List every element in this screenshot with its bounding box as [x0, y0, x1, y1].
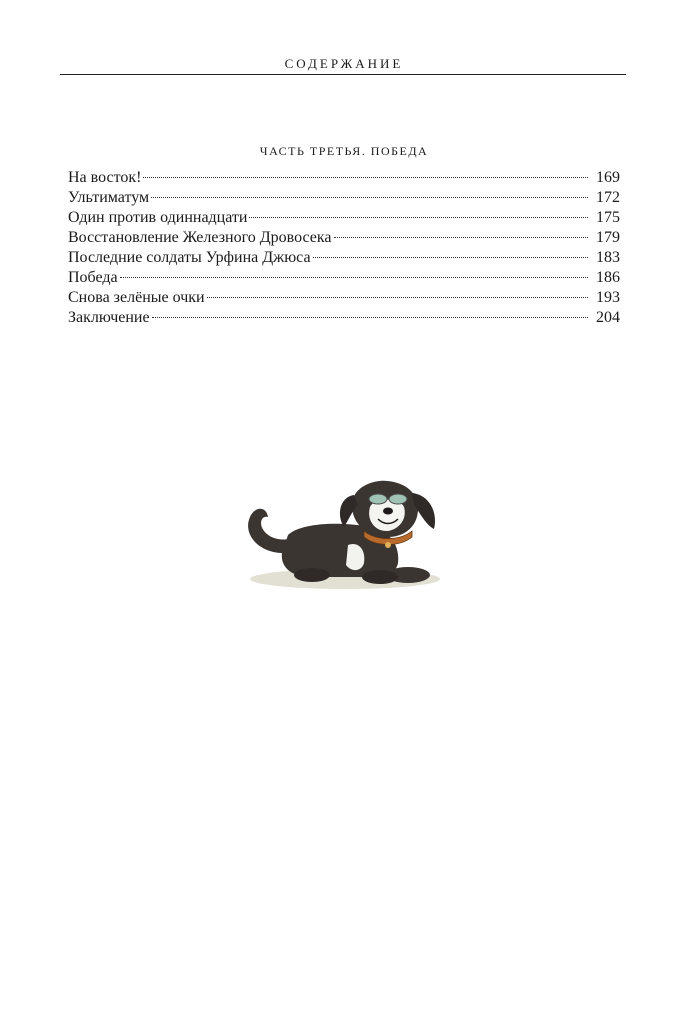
toc-entry-page: 175: [596, 209, 620, 226]
toc-entry[interactable]: [68, 248, 620, 268]
dog-front-paw: [362, 570, 398, 584]
toc-entry-title: На восток!: [68, 169, 142, 186]
toc-entry-page: 169: [596, 169, 620, 186]
toc-entry-title: Последние солдаты Урфина Джюса: [68, 249, 311, 266]
toc-entry[interactable]: [68, 188, 620, 208]
dog-illustration: [240, 475, 440, 595]
running-head: СОДЕРЖАНИЕ: [284, 56, 404, 71]
toc-entry-page: 183: [596, 249, 620, 266]
toc-entry-title: Ультиматум: [68, 189, 150, 206]
dot-leader: [313, 256, 588, 258]
toc-entry-page: 204: [596, 309, 620, 326]
dot-leader: [152, 316, 588, 318]
toc-entry-title: Восстановление Железного Дровосека: [68, 229, 332, 246]
toc-entry-title: Победа: [68, 269, 118, 286]
toc-entry[interactable]: [68, 268, 620, 288]
toc-entry[interactable]: [68, 288, 620, 308]
dot-leader: [207, 296, 588, 298]
toc-entry-title: Один против одиннадцати: [68, 209, 248, 226]
dot-leader: [334, 236, 588, 238]
table-of-contents: [68, 168, 620, 328]
glasses-icon: [389, 494, 407, 504]
toc-entry[interactable]: [68, 228, 620, 248]
toc-entry-page: 172: [596, 189, 620, 206]
toc-entry-page: 179: [596, 229, 620, 246]
collar-tag: [385, 542, 391, 548]
toc-entry-page: 186: [596, 269, 620, 286]
glasses-icon: [369, 494, 387, 504]
dog-back-paw: [294, 568, 330, 582]
toc-entry[interactable]: [68, 308, 620, 328]
dot-leader: [120, 276, 588, 278]
dot-leader: [151, 196, 588, 198]
dot-leader: [249, 216, 588, 218]
toc-entry-page: 193: [596, 289, 620, 306]
dog-nose: [383, 508, 393, 515]
dot-leader: [143, 176, 588, 178]
toc-entry-title: Снова зелёные очки: [68, 289, 205, 306]
part-title: ЧАСТЬ ТРЕТЬЯ. ПОБЕДА: [259, 144, 429, 158]
toc-entry-title: Заключение: [68, 309, 150, 326]
header-rule: [60, 74, 626, 75]
toc-entry[interactable]: [68, 208, 620, 228]
toc-entry[interactable]: [68, 168, 620, 188]
